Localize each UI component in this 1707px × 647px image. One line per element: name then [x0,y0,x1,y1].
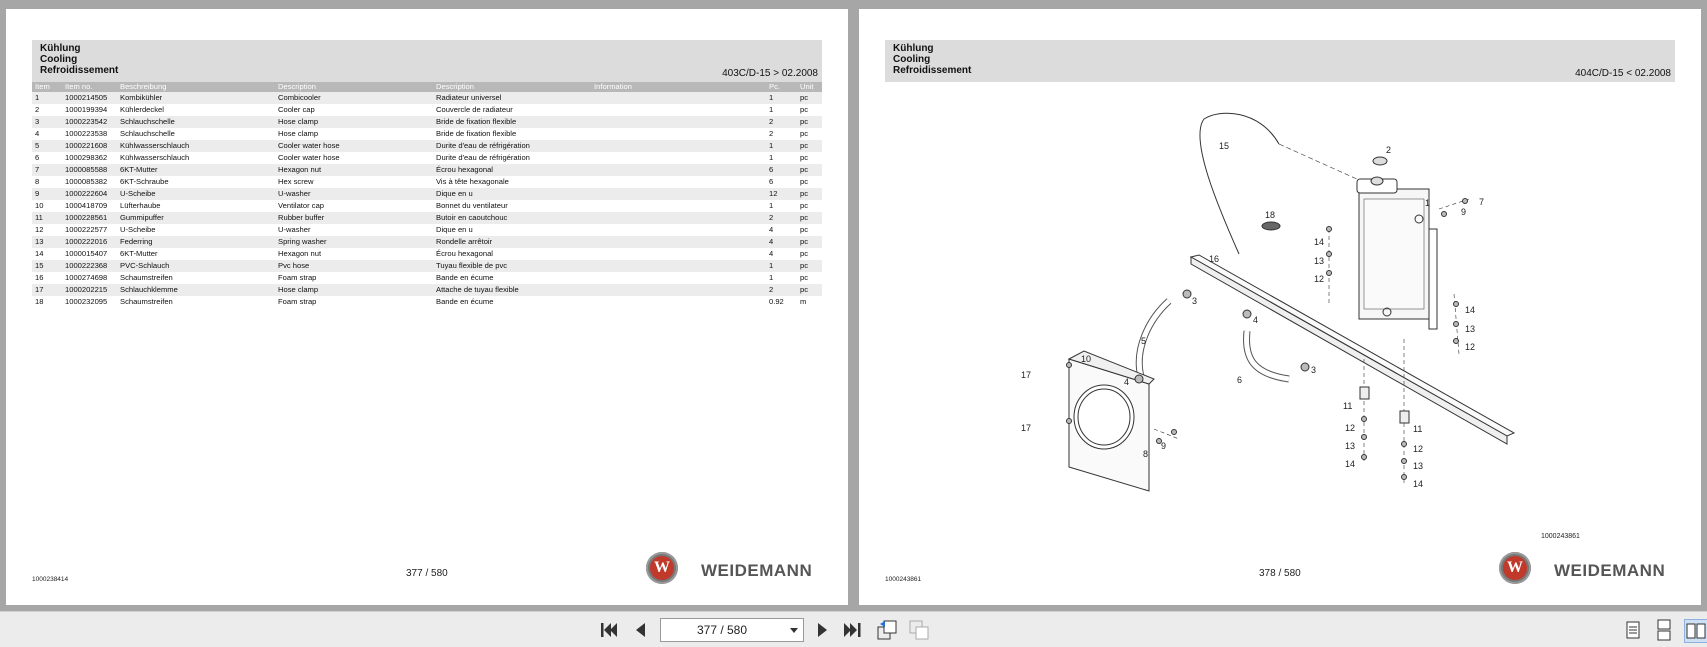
weidemann-logo [1499,551,1679,587]
prev-page-icon [630,619,652,641]
table-cell: Federring [117,236,275,248]
table-cell: 1000223538 [65,129,108,138]
table-cell: 1 [766,140,797,152]
table-cell: Lüfterhaube [120,201,161,210]
table-cell: Bande en écume [436,297,494,306]
table-cell: 6KT-Mutter [120,249,158,258]
table-cell: Hose clamp [278,129,319,138]
table-cell: 13 [32,236,62,248]
table-cell: 1000274698 [65,273,108,282]
table-cell [591,164,766,176]
table-cell: pc [800,105,809,114]
page-field[interactable] [660,618,804,642]
table-row[interactable] [32,272,822,284]
drawing-id: 1000243861 [1541,533,1580,540]
table-cell: U-washer [278,225,311,234]
table-cell: 0.92 [769,297,784,306]
table-cell: Couvercle de radiateur [436,105,513,114]
continuous-page-icon [1653,619,1675,641]
table-row[interactable] [32,128,822,140]
svg-text:15: 15 [1219,141,1230,151]
table-row[interactable] [32,236,822,248]
table-cell [591,236,766,248]
column-header: Pc. [766,82,797,92]
table-cell [591,200,766,212]
first-page-button[interactable] [598,619,620,641]
table-cell: Schaumstreifen [120,273,173,282]
table-cell: 12 [766,188,797,200]
table-cell: Attache de tuyau flexible [433,284,591,296]
table-cell: 6 [769,177,774,186]
svg-text:6: 6 [1237,375,1243,385]
table-cell: 1000222368 [62,260,117,272]
svg-text:3: 3 [1192,296,1198,306]
table-cell: pc [800,177,809,186]
history-back-button[interactable] [876,619,898,641]
table-cell: 1000214505 [62,92,117,104]
table-cell: pc [797,284,822,296]
table-cell: Cooler cap [278,105,315,114]
title-en: Cooling [893,54,931,65]
svg-text:1: 1 [1425,198,1431,208]
table-cell: Kühlwasserschlauch [120,153,190,162]
table-cell: 18 [35,297,44,306]
table-cell: 1 [766,260,797,272]
history-forward-button[interactable] [908,619,930,641]
last-page-button[interactable] [841,619,863,641]
cooler-cap-drawing [1373,157,1387,165]
table-cell: Écrou hexagonal [433,164,591,176]
table-cell: Bonnet du ventilateur [436,201,508,210]
table-cell: pc [797,140,822,152]
table-cell [591,224,766,236]
table-row[interactable] [32,224,822,236]
table-cell: 2 [766,212,797,224]
table-cell: 9 [32,188,62,200]
table-cell: Dique en u [436,225,473,234]
table-cell: U-Scheibe [117,188,275,200]
svg-text:13: 13 [1345,441,1356,451]
table-cell: 1000085382 [65,177,108,186]
table-cell: 1 [769,105,774,114]
pvc-hose-drawing [1200,113,1279,254]
table-cell: 10 [35,201,44,210]
table-cell: 17 [32,284,62,296]
document-id: 1000243861 [885,576,922,583]
continuous-view-button[interactable] [1653,619,1675,641]
column-header: Description [433,82,591,92]
svg-text:13: 13 [1314,256,1325,266]
table-cell: Hexagon nut [275,164,433,176]
section-header [885,40,1675,82]
next-page-icon [811,619,833,641]
table-cell: Écrou hexagonal [436,249,493,258]
table-cell: Radiateur universel [433,92,591,104]
table-cell: 1 [32,92,62,104]
table-cell: Bride de fixation flexible [433,116,591,128]
table-cell: pc [800,153,809,162]
single-page-view-button[interactable] [1622,619,1644,641]
weidemann-logo [646,551,826,587]
table-cell: 1000232095 [65,297,108,306]
table-cell: 1000222604 [62,188,117,200]
table-cell: 5 [32,140,62,152]
model-range: 403C/D-15 > 02.2008 [722,68,818,79]
table-cell: pc [800,201,809,210]
svg-text:11: 11 [1343,401,1353,411]
table-cell: pc [797,236,822,248]
table-cell: Bride de fixation flexible [436,129,517,138]
table-row[interactable] [32,212,822,224]
table-cell: U-Scheibe [120,225,156,234]
svg-text:11: 11 [1413,424,1423,434]
table-cell: 1000015407 [65,249,108,258]
table-cell: 2 [766,116,797,128]
table-cell: Rondelle arrêtoir [433,236,591,248]
table-cell: 11 [32,212,62,224]
table-cell: Schlauchschelle [117,116,275,128]
table-cell: pc [797,164,822,176]
table-cell: Kühlwasserschlauch [117,140,275,152]
table-cell: Kombikühler [117,92,275,104]
svg-text:4: 4 [1124,377,1130,387]
table-row[interactable] [32,200,822,212]
chevron-down-icon[interactable] [790,628,798,633]
svg-text:12: 12 [1465,342,1476,352]
table-cell: Gummipuffer [117,212,275,224]
two-page-icon [1685,620,1707,642]
table-cell: Combicooler [275,92,433,104]
column-header: Description [275,82,433,92]
title-fr: Refroidissement [893,65,972,76]
table-cell: Pvc hose [275,260,433,272]
prev-page-button[interactable] [630,619,652,641]
navigation-toolbar [0,611,1707,647]
table-cell: 14 [35,249,44,258]
table-cell: pc [797,212,822,224]
table-row[interactable] [32,104,822,116]
table-cell: 16 [35,273,44,282]
svg-text:3: 3 [1311,365,1317,375]
table-cell [591,296,766,308]
table-cell: pc [800,225,809,234]
table-cell: m [800,297,807,306]
table-cell: 1000223542 [62,116,117,128]
table-cell: Hexagon nut [278,249,322,258]
table-cell: Butoir en caoutchouc [433,212,591,224]
title-de: Kühlung [40,43,81,54]
page-378 [859,9,1701,605]
table-row[interactable] [32,284,822,296]
table-cell [591,284,766,296]
table-cell: Tuyau flexible de pvc [433,260,591,272]
table-cell: 1000202215 [62,284,117,296]
svg-text:10: 10 [1081,354,1092,364]
last-page-icon [841,619,863,641]
table-cell [591,152,766,164]
table-cell: 2 [35,105,40,114]
table-cell: 1 [766,92,797,104]
table-cell: 7 [32,164,62,176]
svg-text:5: 5 [1141,336,1147,346]
page-number: 377 / 580 [406,568,448,579]
table-row[interactable] [32,248,822,260]
title-fr: Refroidissement [40,65,119,76]
table-row[interactable] [32,260,822,272]
table-cell: 6KT-Mutter [117,164,275,176]
table-cell: 1000298362 [65,153,108,162]
table-cell: Spring washer [275,236,433,248]
table-cell [591,176,766,188]
table-cell: pc [797,188,822,200]
table-cell: 1000228561 [62,212,117,224]
column-header: Beschreibung [117,82,275,92]
parts-table [32,82,822,308]
table-cell: 1000222016 [62,236,117,248]
table-cell: 4 [769,249,774,258]
table-cell: Durite d'eau de réfrigération [436,153,530,162]
table-cell: 1000222577 [65,225,108,234]
table-cell: Schlauchschelle [120,129,175,138]
svg-text:14: 14 [1465,305,1476,315]
table-cell [591,188,766,200]
table-cell: 4 [766,236,797,248]
logo-text: WEIDEMANN [1554,561,1666,580]
table-cell: 4 [769,225,774,234]
svg-text:2: 2 [1386,145,1392,155]
svg-text:18: 18 [1265,210,1276,220]
table-cell: Hex screw [278,177,314,186]
logo-text: WEIDEMANN [701,561,813,580]
svg-text:4: 4 [1253,315,1259,325]
table-row[interactable] [32,188,822,200]
svg-text:17: 17 [1021,423,1032,433]
section-header [32,40,822,82]
svg-text:7: 7 [1479,197,1485,207]
document-id: 1000238414 [32,576,69,583]
table-cell: Kühlerdeckel [120,105,164,114]
table-cell: Schlauchklemme [117,284,275,296]
table-cell: 3 [32,116,62,128]
svg-text:13: 13 [1465,324,1476,334]
svg-text:8: 8 [1143,449,1149,459]
table-cell: U-washer [275,188,433,200]
table-cell: 6 [35,153,40,162]
table-cell: pc [797,260,822,272]
table-cell: Hose clamp [275,116,433,128]
logo-mark-icon: W [1499,552,1531,584]
table-row[interactable] [32,296,822,308]
exploded-view-diagram [859,89,1701,559]
table-cell [591,272,766,284]
svg-text:14: 14 [1413,479,1424,489]
next-page-button[interactable] [811,619,833,641]
table-cell: Rubber buffer [275,212,433,224]
title-de: Kühlung [893,43,934,54]
table-cell: Cooler water hose [278,153,340,162]
table-cell: Foam strap [278,297,317,306]
title-en: Cooling [40,54,78,65]
logo-mark-icon: W [646,552,678,584]
table-cell [591,260,766,272]
table-cell: pc [800,249,809,258]
table-cell: pc [797,116,822,128]
table-cell: pc [800,273,809,282]
table-cell: 1 [769,153,774,162]
table-header-row [32,82,822,92]
table-cell: 1000085588 [62,164,117,176]
column-header: Item no. [62,82,117,92]
table-row[interactable] [32,140,822,152]
table-cell [591,140,766,152]
table-cell: 1 [769,201,774,210]
table-cell: 1000221608 [62,140,117,152]
svg-text:14: 14 [1314,237,1325,247]
history-forward-icon [908,619,930,641]
table-cell: Ventilator cap [278,201,325,210]
table-cell: PVC-Schlauch [117,260,275,272]
column-header: Information [591,82,766,92]
table-cell: 4 [35,129,40,138]
table-cell: 8 [35,177,40,186]
table-cell: 1 [769,273,774,282]
table-cell: 1000199394 [65,105,108,114]
table-cell: Bande en écume [436,273,494,282]
svg-text:9: 9 [1161,441,1167,451]
svg-text:16: 16 [1209,254,1220,264]
table-cell: 6KT-Schraube [120,177,169,186]
table-row[interactable] [32,176,822,188]
table-cell: pc [800,129,809,138]
table-cell [591,128,766,140]
svg-text:12: 12 [1345,423,1356,433]
table-cell [591,212,766,224]
table-cell [591,248,766,260]
table-cell: 6 [766,164,797,176]
column-header: Unit [797,82,822,92]
svg-text:12: 12 [1413,444,1424,454]
page-number: 378 / 580 [1259,568,1301,579]
table-row[interactable] [32,116,822,128]
page-377 [6,9,848,605]
first-page-icon [598,619,620,641]
table-cell: Schaumstreifen [120,297,173,306]
table-cell: Foam strap [278,273,317,282]
history-back-icon [876,619,898,641]
svg-text:13: 13 [1413,461,1424,471]
svg-text:9: 9 [1461,207,1467,217]
table-row[interactable] [32,92,822,104]
table-cell: 2 [769,129,774,138]
single-page-icon [1622,619,1644,641]
table-row[interactable] [32,152,822,164]
svg-text:14: 14 [1345,459,1356,469]
table-cell: Durite d'eau de réfrigération [433,140,591,152]
column-header: Item [32,82,62,92]
table-row[interactable] [32,164,822,176]
table-cell: 12 [35,225,44,234]
page-field-value: 377 / 580 [696,623,748,637]
table-cell: 1000418709 [65,201,108,210]
svg-text:12: 12 [1314,274,1325,284]
table-cell: pc [797,92,822,104]
table-cell [591,104,766,116]
table-cell: 2 [766,284,797,296]
table-cell: Dique en u [433,188,591,200]
table-cell: 15 [32,260,62,272]
table-cell: Hose clamp [275,284,433,296]
svg-text:17: 17 [1021,370,1032,380]
table-cell [591,92,766,104]
model-range: 404C/D-15 < 02.2008 [1575,68,1671,79]
two-page-view-button[interactable] [1684,619,1707,643]
table-cell [591,116,766,128]
table-cell: Cooler water hose [275,140,433,152]
table-cell: Vis à tête hexagonale [436,177,509,186]
